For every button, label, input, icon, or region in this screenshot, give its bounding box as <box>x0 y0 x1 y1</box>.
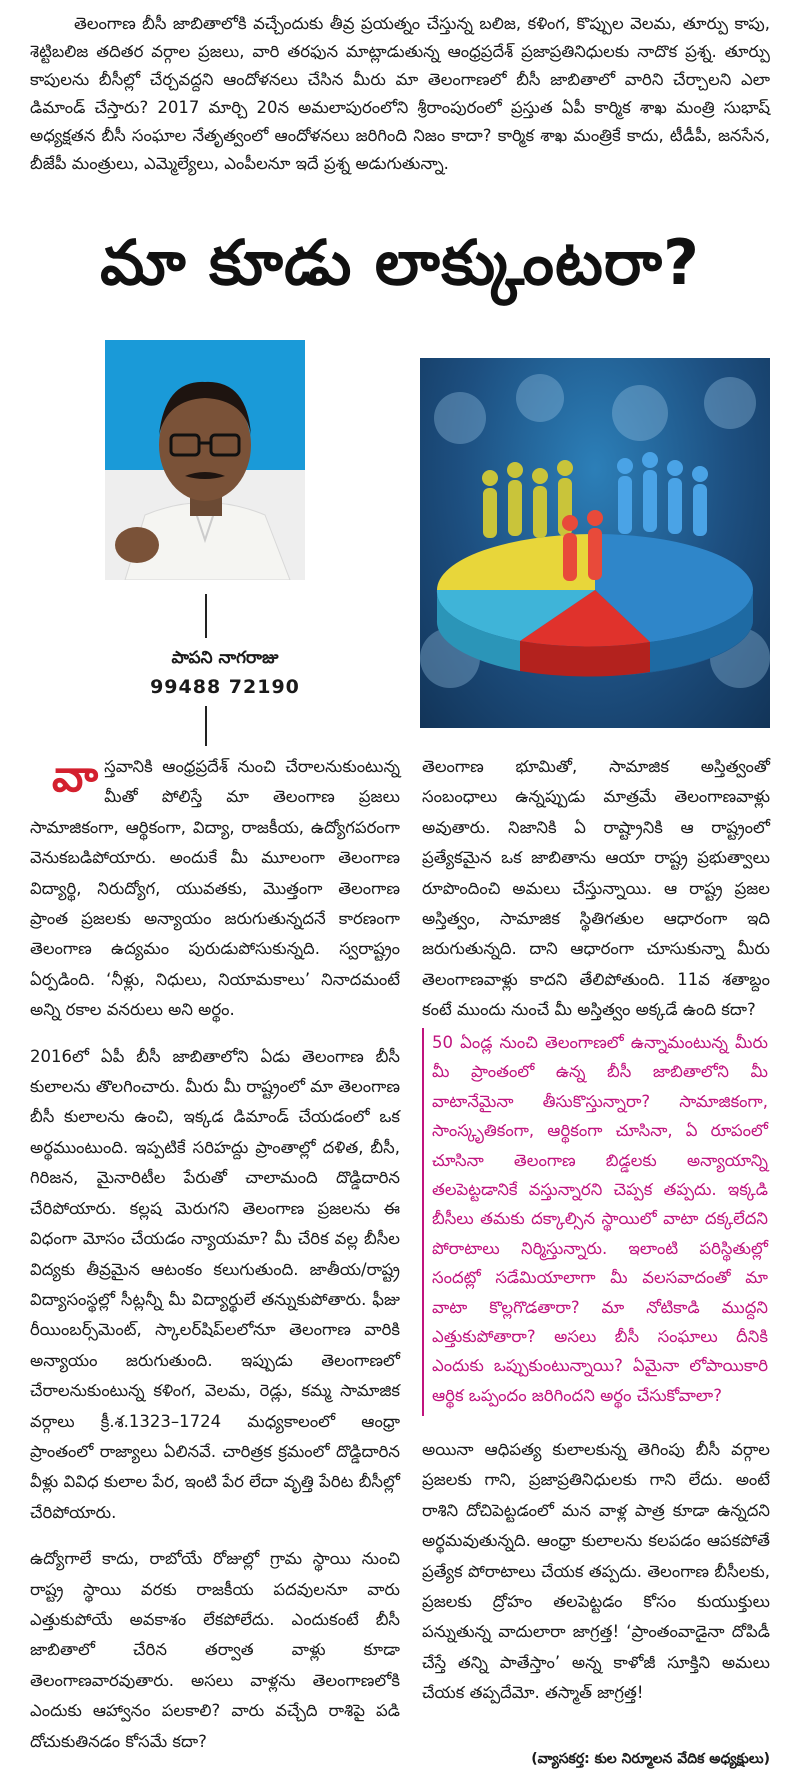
article-paragraph: ఉద్యోగాలే కాదు, రాబోయే రోజుల్లో గ్రామ స్థాయి నుంచి రాష్ట్ర స్థాయి వరకు రాజకీయ పదవులనూ వారు ఎత్తుకుపోయే అవకాశం లేకపోలేదు. ఎందుకంటే బీసీ జాబితాలో చేరిన తర్వాత వాళ్లు కూడా తెలంగాణవారవుతారు. అసలు వాళ్లను తెలంగాణలోకి ఎందుకు ఆహ్వానం పలకాలి? వారు వచ్చేది రాశిపై పడి దోచుకుతినడం కోసమే కదా? <box>30 1549 400 1751</box>
article-right-column <box>422 752 770 1042</box>
author-name: పాపని నాగరాజు <box>171 648 279 668</box>
author-phone: 99488 72190 <box>150 676 300 698</box>
author-portrait <box>105 340 305 580</box>
paragraph-text: స్తవానికి ఆంధ్రప్రదేశ్ నుంచి చేరాలనుకుంటున్న మీతో పోలిస్తే మా తెలంగాణ ప్రజలు సామాజికంగా, ఆర్థికంగా, విద్యా, రాజకీయ, ఉద్యోగపరంగా వెనుకబడిపోయారు. అందుకే మీ మూలంగా తెలంగాణ విద్యార్థి, నిరుద్యోగ, యువతకు, మొత్తంగా తెలంగాణ ప్రాంత ప్రజలకు అన్యాయం జరుగుతున్నదనే కారణంగా తెలంగాణ ఉద్యమం పురుడుపోసుకున్నది. స్వరాష్ట్రం ఏర్పడింది. ‘నీళ్లు, నిధులు, నియామకాలు’ నినాదమంటే అన్ని రకాల వనరులు అని అర్థం. <box>30 757 400 1020</box>
intro-paragraph: తెలంగాణ బీసీ జాబితాలోకి వచ్చేందుకు తీవ్ర ప్రయత్నం చేస్తున్న బలిజ, కళింగ, కొప్పుల వెలమ, తూర్పు కాపు, శెట్టిబలిజ తదితర వర్గాల ప్రజలు, వారి తరఫున మాట్లాడుతున్న ఆంధ్రప్రదేశ్ ప్రజాప్రతినిధులకు నాదొక ప్రశ్న. తూర్పు కాపులను బీసీల్లో చేర్చవద్దని ఆందోళనలు చేసిన మీరు మా తెలంగాణలో బీసీ జాబితాలో వారిని చేర్చాలని ఎలా డిమాండ్ చేస్తారు? 2017 మార్చి 20న అమలాపురంలోని శ్రీరాంపురంలో ప్రస్తుత ఏపీ కార్మిక శాఖ మంత్రి సుభాష్ అధ్యక్షతన బీసీ సంఘాల నేతృత్వంలో ఆందోళనలు జరిగింది నిజం కాదా? కార్మిక శాఖ మంత్రికే కాదు, టీడీపీ, జనసేన, బీజేపీ మంత్రులు, ఎమ్మెల్యేలు, ఎంపీలనూ ఇదే ప్రశ్న అడుగుతున్నా. <box>30 14 770 173</box>
drop-cap: వా <box>52 751 99 802</box>
divider-line <box>205 594 207 638</box>
pullquote-rule <box>422 1028 424 1416</box>
headline: మా కూడు లాక్కుంటరా? <box>100 226 700 299</box>
divider-line <box>205 706 207 746</box>
article-paragraph: అయినా ఆధిపత్య కులాలకున్న తెగింపు బీసీ వర్గాల ప్రజలకు గాని, ప్రజాప్రతినిధులకు గాని లేదు. అంటే రాశిని దోచిపెట్టడంలో మన వాళ్ల పాత్ర కూడా ఉన్నదని అర్థమవుతున్నది. ఆంధ్రా కులాలను కలపడం ఆపకపోతే ప్రత్యేక పోరాటాలు చేయక తప్పదు. తెలంగాణ బీసీలకు, ప్రజలకు ద్రోహం తలపెట్టడం కోసం కుయుక్తులు పన్నుతున్న వాదులారా జాగ్రత్త! ‘ప్రాంతంవాడైనా దోపిడీ చేస్తే తన్ని పాతేస్తాం’ అన్న కాళోజీ సూక్తిని అమలు చేయక తప్పదేమో. తస్మాత్ జాగ్రత్త! <box>422 1440 770 1703</box>
article-paragraph: 2016లో ఏపీ బీసీ జాబితాలోని ఏడు తెలంగాణ బీసీ కులాలను తొలగించారు. మీరు మీ రాష్ట్రంలో మా తెలంగాణ బీసీ కులాలను ఉంచి, ఇక్కడ డిమాండ్ చేయడంలో ఒక అర్థముంటుంది. ఇప్పటికే సరిహద్దు ప్రాంతాల్లో దళిత, బీసీ, గిరిజన, మైనారిటీల పేరుతో చాలామంది దొడ్డిదారిన చేరిపోయారు. కల్లష మెరుగని తెలంగాణ ప్రజలను ఈ విధంగా మోసం చేయడం న్యాయమా? మీ చేరిక వల్ల బీసీల విద్యకు తీవ్రమైన ఆటంకం కలుగుతుంది. జాతీయ/రాష్ట్ర విద్యాసంస్థల్లో సీట్లన్నీ మీ విద్యార్థులే తన్నుకుపోతారు. ఫీజు రీయింబర్స్‌మెంట్, స్కాలర్‌షిప్‌లలోనూ తెలంగాణ వారికి అన్యాయం జరుగుతుంది. ఇప్పుడు తెలంగాణలో చేరాలనుకుంటున్న కళింగ, వెలమ, రెడ్లు, కమ్మ సామాజిక వర్గాలు క్రీ.శ.1323–1724 మధ్యకాలంలో ఆంధ్రా ప్రాంతంలో రాజ్యాలు ఏలినవే. చారిత్రక క్రమంలో దొడ్డిదారిన వీళ్లు వివిధ కులాల పేర, ఇంటి పేర లేదా వృత్తి పేరిట బీసీల్లో చేరిపోయారు. <box>30 1046 400 1522</box>
crowd-pie-graphic <box>420 358 770 728</box>
article-right-column-bottom <box>422 1435 770 1725</box>
pull-quote: 50 ఏండ్ల నుంచి తెలంగాణలో ఉన్నామంటున్న మీరు మీ ప్రాంతంలో ఉన్న బీసీ జాబితాలోని మీ వాటానేమైనా తీసుకొస్తున్నారా? సామాజికంగా, సాంస్కృతికంగా, ఆర్థికంగా చూసినా, ఏ రూపంలో చూసినా తెలంగాణ బిడ్డలకు అన్యాయాన్ని తలపెట్టడానికే వస్తున్నారని చెప్పక తప్పదు. ఇక్కడి బీసీలు తమకు దక్కాల్సిన స్థాయిలో వాటా దక్కలేదని పోరాటాలు నిర్మిస్తున్నారు. ఇలాంటి పరిస్థితుల్లో సందట్లో సడేమియాలాగా మీ వలసవాదంతో మా వాటా కొల్లగొడతారా? మా నోటికాడి ముద్దని ఎత్తుకుపోతారా? అసలు బీసీ సంఘాలు దీనికి ఎందుకు ఒప్పుకుంటున్నాయి? ఏమైనా లోపాయికారి ఆర్థిక ఒప్పందం జరిగిందని అర్థం చేసుకోవాలా? <box>432 1033 768 1405</box>
author-byline: (వ్యాసకర్త: కుల నిర్మూలన వేదిక అధ్యక్షులు) <box>531 1751 770 1767</box>
article-paragraph: తెలంగాణ భూమితో, సామాజిక అస్తిత్వంతో సంబంధాలు ఉన్నప్పుడు మాత్రమే తెలంగాణవాళ్లు అవుతారు. నిజానికి ఏ రాష్ట్రానికి ఆ రాష్ట్రంలో ప్రత్యేకమైన ఒక జాబితాను ఆయా రాష్ట్ర ప్రభుత్వాలు రూపొందించి అమలు చేస్తున్నాయి. ఆ రాష్ట్ర ప్రజల అస్తిత్వం, సామాజిక స్థితిగతుల ఆధారంగా ఇది జరుగుతున్నది. దాని ఆధారంగా చూసుకున్నా మీరు తెలంగాణవాళ్లు కాదని తేలిపోతుంది. 11వ శతాబ్దం కంటే ముందు నుంచే మీ అస్తిత్వం అక్కడే ఉంది కదా? <box>422 757 770 1020</box>
article-paragraph <box>30 752 400 1026</box>
author-photo <box>105 340 305 580</box>
pie-people-illustration <box>420 358 770 728</box>
article-left-column <box>30 752 400 1773</box>
